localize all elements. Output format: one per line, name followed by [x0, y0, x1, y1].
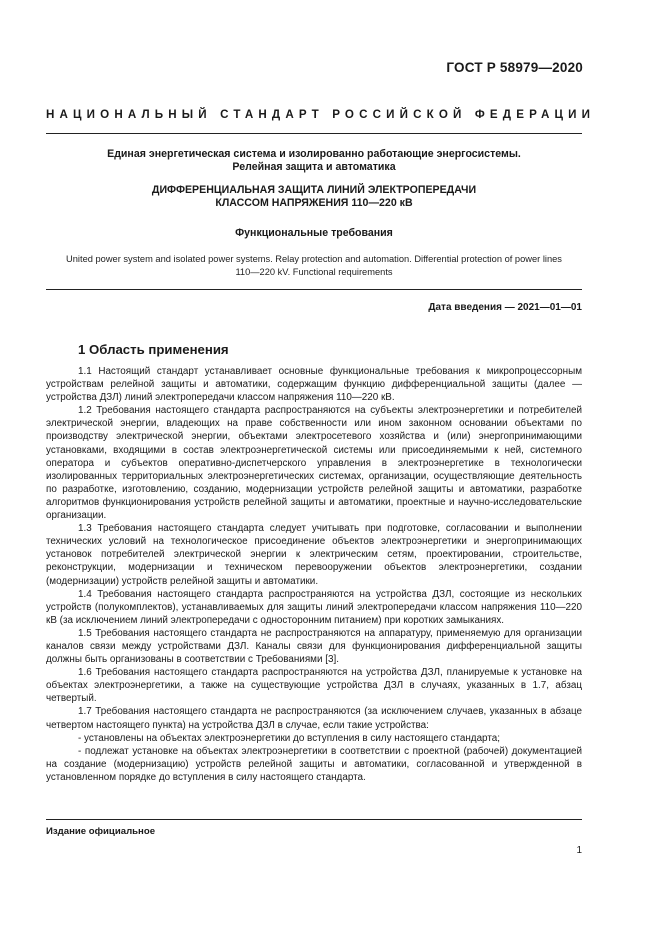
main-title-line-1: ДИФФЕРЕНЦИАЛЬНАЯ ЗАЩИТА ЛИНИЙ ЭЛЕКТРОПЕРЕДАЧИ [151, 184, 477, 196]
series-title-line-1: Единая энергетическая система и изолированно работающие энергосистемы. [107, 148, 521, 160]
paragraph-1-4: 1.4 Требования настоящего стандарта распространяются на устройства ДЗЛ, состоящие из нескольких устройств (полукомплектов), устанавливаемых для защиты линий электропередачи классом напряжения 110—220 кВ (за исключением линий электропередачи с односторонним питанием) при коротких замыканиях. [46, 588, 582, 626]
section-heading: 1 Область применения [78, 342, 229, 357]
page-number: 1 [576, 845, 582, 856]
section-body [46, 365, 582, 784]
paragraph-1-3: 1.3 Требования настоящего стандарта следует учитывать при подготовке, согласовании и выполнении технических условий на технологическое присоединение объектов электроэнергетики и энергопринимающих установок потребителей электрической энергии к электрическим сетям, проектировании, строительстве, реконструкции, модернизации и техническом перевооружении объектов электроэнергетики, создании (модернизации) устройств релейной защиты и автоматики. [46, 523, 582, 587]
list-item-planned: - подлежат установке на объектах электроэнергетики в соответствии с проектной (рабочей) документацией на создание (модернизацию) устройств релейной защиты и автоматики, согласованной и утвержденной в установленном порядке до вступления в силу настоящего стандарта. [46, 745, 582, 783]
paragraph-1-6: 1.6 Требования настоящего стандарта распространяются на устройства ДЗЛ, планируемые к установке на объектах электроэнергетики, а также на существующие устройства ДЗЛ в случаях, указанных в 1.7, абзац четвертый. [46, 667, 582, 705]
standard-number: ГОСТ Р 58979—2020 [446, 60, 583, 75]
paragraph-1-2: 1.2 Требования настоящего стандарта распространяются на субъекты электроэнергетики и потребителей электрической энергии, владеющих на праве собственности или ином законном основании объектами по производству электрической энергии, объектами электросетевого хозяйства и (или) энергопринимающими установками, входящими в состав электроэнергетической системы или присоединяемыми к ней, системного оператора и субъектов оперативно-диспетчерского управления в электроэнергетике в технологически изолированных территориальных электроэнергетических системах, организации, осуществляющие деятельность по разработке, изготовлению, созданию, модернизации устройств релейной защиты и автоматики, разработке алгоритмов функционирования устройств релейной защиты и автоматики, проектные и научно-исследовательские организации. [46, 405, 582, 522]
paragraph-1-5: 1.5 Требования настоящего стандарта не распространяются на аппаратуру, применяемую для организации каналов связи между устройствами ДЗЛ. Каналы связи для функционирования дифференциальной защиты должны быть организованы в соответствии с Требованиями [3]. [46, 627, 582, 666]
series-title-line-2: Релейная защита и автоматика [232, 161, 396, 173]
list-item-installed: - установлены на объектах электроэнергетики до вступления в силу настоящего стандарта; [78, 732, 500, 744]
official-edition-label: Издание официальное [46, 826, 156, 837]
paragraph-1-7: 1.7 Требования настоящего стандарта не распространяются (за исключением случаев, указанных в абзаце четвертом настоящего пункта) на устройства ДЗЛ в случае, если такие устройства: [46, 706, 582, 731]
document-subtitle: Функциональные требования [235, 227, 393, 239]
english-title-line-1: United power system and isolated power systems. Relay protection and automation. Differential protection of power lines [66, 254, 562, 264]
header-rule [46, 133, 582, 134]
paragraph-1-1: 1.1 Настоящий стандарт устанавливает основные функциональные требования к микропроцессорным устройствам релейной защиты и автоматики, содержащим функцию дифференциальной защиты (далее — устройства ДЗЛ) линий электропередачи классом напряжения 110—220 кВ. [46, 366, 582, 404]
footer-rule [46, 819, 582, 820]
national-standard-title: НАЦИОНАЛЬНЫЙ СТАНДАРТ РОССИЙСКОЙ ФЕДЕРАЦИИ [46, 108, 596, 121]
main-title-line-2: КЛАССОМ НАПРЯЖЕНИЯ 110—220 кВ [215, 197, 413, 209]
english-title-line-2: 110—220 kV. Functional requirements [235, 267, 393, 277]
title-rule [46, 289, 582, 290]
introduction-date: Дата введения — 2021—01—01 [428, 302, 582, 313]
